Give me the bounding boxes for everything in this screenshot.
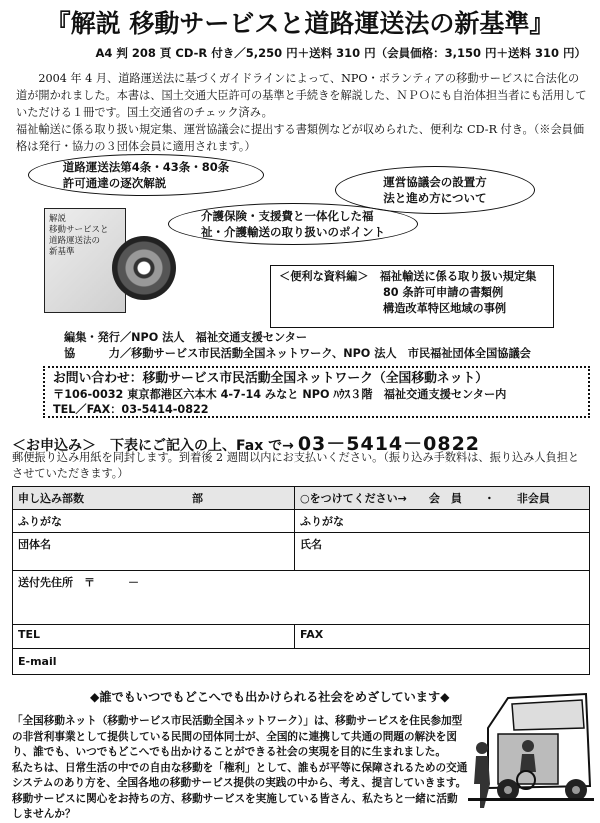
- email-field[interactable]: E-mail: [13, 649, 590, 675]
- contact-org: お問い合わせ：移動サービス市民活動全国ネットワーク（全国移動ネット）: [53, 371, 489, 386]
- page-title: 『解説 移動サービスと道路運送法の新基準』: [45, 9, 555, 38]
- resources-item: 福祉輸送に係る取り扱い規定集: [379, 270, 537, 283]
- fax-field[interactable]: FAX: [295, 625, 590, 649]
- address-field[interactable]: 送付先住所 〒 －: [13, 571, 590, 625]
- apply-heading: ＜お申込み＞ 下表にご記入の上、Fax で→ 03－5414－0822: [12, 433, 481, 455]
- resources-item: 構造改革特区地域の事例: [383, 302, 507, 315]
- book-cover-image: 解説 移動サービスと 道路運送法の 新基準: [44, 208, 126, 313]
- resources-box: [270, 265, 554, 328]
- feature-oval-council: 運営協議会の設置方 法と進め方について: [335, 166, 535, 214]
- payment-note: 郵便振り込み用紙を同封します。到着後 2 週間以内にお支払いください。（振り込み手数料は、振り込み人負担とさせていただきます。）: [12, 451, 580, 480]
- about-paragraph: 私たちは、日常生活の中での自由な移動を「権利」として、誰もが平等に保障されるための交通システムのあり方を、全国各地の移動サービス提供の実践の中から、考え、提言していきます。: [12, 761, 468, 789]
- contact-phone: TEL／FAX：03-5414-0822: [53, 403, 209, 416]
- intro-text: [16, 70, 588, 155]
- apply-fax-number: 03－5414－0822: [297, 433, 481, 455]
- contact-address: 〒106-0032 東京都港区六本木 4-7-14 みなと NPO ﾊｳｽ３階 福祉交通支援センター内: [53, 387, 507, 401]
- order-form: [12, 486, 590, 675]
- book-spec: A4 判 208 頁 CD-R 付き／5,250 円＋送料 310 円（会員価格：3,150 円＋送料 310 円）: [95, 46, 586, 60]
- resources-item: 80 条許可申請の書類例: [383, 286, 504, 299]
- about-paragraph: 移動サービスに関心をお持ちの方、移動サービスを実施している皆さん、私たちと一緒に活動しませんか？: [12, 792, 458, 820]
- feature-oval-care: 介護保険・支援費と一体化した福 祉・介護輸送の取り扱いのポイント: [168, 203, 418, 245]
- member-choice-field[interactable]: ○をつけてください→ 会 員 ・ 非会員: [295, 487, 590, 510]
- intro-paragraph: 福祉輸送に係る取り扱い規定集、運営協議会に提出する書類例などが収められた、便利な CD-R 付き。（※会員価格は発行・協力の３団体会員に適用されます。）: [16, 123, 585, 153]
- tel-field[interactable]: TEL: [13, 625, 295, 649]
- about-paragraph: 「全国移動ネット（移動サービス市民活動全国ネットワーク）」は、移動サービスを住民参加型の非営利事業として提供している民間の団体同士が、全国的に連携して共通の問題の解決を図り、誰でも、いつでもどこへでも出かけることができる社会の実現を目的に生まれました。: [12, 715, 463, 758]
- postal-code: 〒 －: [84, 576, 139, 589]
- cd-disc-image: [112, 236, 176, 300]
- about-text: [12, 714, 468, 823]
- furigana-name-field[interactable]: ふりがな: [295, 510, 590, 533]
- org-name-field[interactable]: 団体名: [13, 533, 295, 571]
- resources-label: ＜便利な資料編＞: [279, 270, 369, 283]
- contact-box: [43, 366, 590, 418]
- furigana-org-field[interactable]: ふりがな: [13, 510, 295, 533]
- feature-oval-law: 道路運送法第4条・43条・80条 許可通達の逐次解説: [28, 154, 264, 196]
- intro-paragraph: 2004 年 4 月、道路運送法に基づくガイドラインによって、NPO・ボランティアの移動サービスに合法化の道が開かれました。本書は、国土交通大臣許可の基準と手続きを解説した、ＮＰＯにも自治体担当者にも活用していただける１冊です。国土交通省のチェック済み。: [16, 72, 587, 119]
- publisher-info: 編集・発行／NPO 法人 福祉交通支援センター 協 力／移動サービス市民活動全国ネットワーク、NPO 法人 市民福祉団体全国協議会: [64, 331, 531, 360]
- motto-heading: ◆誰でもいつでもどこへでも出かけられる社会をめざしています◆: [90, 690, 450, 704]
- person-name-field[interactable]: 氏名: [295, 533, 590, 571]
- wheelchair-van-illustration: [468, 688, 594, 814]
- copies-field[interactable]: 申し込み部数 部: [13, 487, 295, 510]
